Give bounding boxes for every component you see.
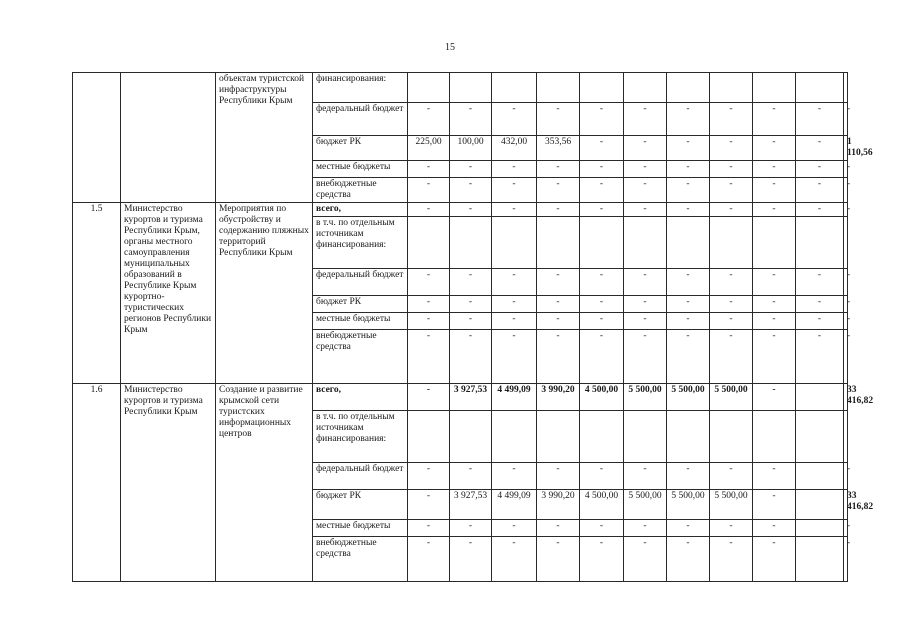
year-value-cell: 5 500,00 bbox=[624, 384, 667, 411]
year-value-cell: 5 500,00 bbox=[667, 384, 710, 411]
year-value-cell bbox=[710, 217, 753, 269]
activity-cell: Мероприятия по обустройству и содержанию пляжных территорий Республики Крым bbox=[216, 203, 313, 384]
year-value-cell: - bbox=[492, 463, 537, 490]
executor-cell bbox=[121, 73, 216, 203]
year-value-cell: - bbox=[450, 269, 492, 296]
item-number bbox=[73, 73, 121, 203]
year-value-cell: - bbox=[624, 537, 667, 582]
total-value-cell: - bbox=[844, 537, 848, 582]
year-value-cell: - bbox=[710, 463, 753, 490]
year-value-cell: - bbox=[408, 103, 450, 136]
year-value-cell: - bbox=[537, 313, 580, 330]
year-value-cell: - bbox=[624, 330, 667, 384]
total-value-cell: - bbox=[844, 520, 848, 537]
year-value-cell: - bbox=[580, 313, 624, 330]
funding-source-label: бюджет РК bbox=[313, 490, 408, 520]
year-value-cell: - bbox=[537, 520, 580, 537]
year-value-cell bbox=[796, 520, 844, 537]
year-value-cell: - bbox=[667, 103, 710, 136]
total-value-cell: - bbox=[844, 296, 848, 313]
total-value-cell: - bbox=[844, 330, 848, 384]
year-value-cell: - bbox=[710, 136, 753, 161]
year-value-cell: - bbox=[408, 203, 450, 217]
year-value-cell: - bbox=[492, 296, 537, 313]
funding-source-label: федеральный бюджет bbox=[313, 103, 408, 136]
year-value-cell: - bbox=[710, 203, 753, 217]
year-value-cell: - bbox=[624, 313, 667, 330]
total-value-cell: 33 416,82 bbox=[844, 384, 848, 411]
year-value-cell: - bbox=[796, 178, 844, 203]
year-value-cell bbox=[450, 73, 492, 103]
year-value-cell: - bbox=[710, 269, 753, 296]
year-value-cell: 4 500,00 bbox=[580, 490, 624, 520]
year-value-cell: - bbox=[710, 313, 753, 330]
funding-source-label: бюджет РК bbox=[313, 296, 408, 313]
year-value-cell: - bbox=[580, 520, 624, 537]
total-value-cell: - bbox=[844, 178, 848, 203]
year-value-cell: - bbox=[753, 537, 796, 582]
year-value-cell: - bbox=[492, 313, 537, 330]
year-value-cell: - bbox=[408, 313, 450, 330]
year-value-cell: 432,00 bbox=[492, 136, 537, 161]
year-value-cell: - bbox=[753, 269, 796, 296]
year-value-cell: - bbox=[624, 103, 667, 136]
year-value-cell: - bbox=[667, 136, 710, 161]
year-value-cell bbox=[408, 217, 450, 269]
year-value-cell: - bbox=[580, 161, 624, 178]
year-value-cell bbox=[408, 411, 450, 463]
year-value-cell: - bbox=[450, 330, 492, 384]
year-value-cell: - bbox=[408, 296, 450, 313]
year-value-cell: - bbox=[624, 520, 667, 537]
year-value-cell bbox=[580, 411, 624, 463]
year-value-cell: - bbox=[753, 136, 796, 161]
year-value-cell: - bbox=[450, 520, 492, 537]
year-value-cell: - bbox=[492, 203, 537, 217]
year-value-cell: - bbox=[492, 269, 537, 296]
year-value-cell: - bbox=[492, 330, 537, 384]
funding-source-label: внебюджетные средства bbox=[313, 178, 408, 203]
year-value-cell: - bbox=[580, 296, 624, 313]
year-value-cell: - bbox=[753, 178, 796, 203]
total-value-cell: - bbox=[844, 313, 848, 330]
year-value-cell bbox=[537, 217, 580, 269]
year-value-cell bbox=[753, 73, 796, 103]
total-value-cell: 33 416,82 bbox=[844, 490, 848, 520]
year-value-cell: - bbox=[753, 203, 796, 217]
total-value-cell: - bbox=[844, 203, 848, 217]
year-value-cell: 3 927,53 bbox=[450, 490, 492, 520]
year-value-cell: 4 499,09 bbox=[492, 490, 537, 520]
year-value-cell: - bbox=[667, 203, 710, 217]
table-row bbox=[73, 73, 848, 103]
funding-source-label: внебюджетные средства bbox=[313, 537, 408, 582]
year-value-cell: - bbox=[492, 161, 537, 178]
year-value-cell: - bbox=[753, 490, 796, 520]
year-value-cell: - bbox=[492, 537, 537, 582]
year-value-cell: - bbox=[408, 537, 450, 582]
year-value-cell: - bbox=[667, 296, 710, 313]
year-value-cell: - bbox=[710, 330, 753, 384]
year-value-cell: - bbox=[408, 330, 450, 384]
funding-source-label: местные бюджеты bbox=[313, 161, 408, 178]
year-value-cell: - bbox=[537, 537, 580, 582]
year-value-cell: - bbox=[796, 136, 844, 161]
year-value-cell: - bbox=[492, 103, 537, 136]
total-value-cell bbox=[844, 411, 848, 463]
item-number: 1.6 bbox=[73, 384, 121, 582]
year-value-cell: - bbox=[408, 161, 450, 178]
year-value-cell: - bbox=[624, 178, 667, 203]
year-value-cell bbox=[537, 73, 580, 103]
year-value-cell bbox=[624, 411, 667, 463]
year-value-cell: - bbox=[537, 463, 580, 490]
funding-source-label: в т.ч. по отдельным источникам финансирования: bbox=[313, 217, 408, 269]
year-value-cell bbox=[753, 217, 796, 269]
year-value-cell: 3 990,20 bbox=[537, 490, 580, 520]
year-value-cell: - bbox=[753, 296, 796, 313]
year-value-cell bbox=[796, 537, 844, 582]
year-value-cell: - bbox=[667, 313, 710, 330]
year-value-cell: 5 500,00 bbox=[710, 384, 753, 411]
year-value-cell: - bbox=[450, 103, 492, 136]
year-value-cell: - bbox=[580, 103, 624, 136]
funding-source-label: федеральный бюджет bbox=[313, 269, 408, 296]
year-value-cell: - bbox=[624, 463, 667, 490]
year-value-cell: - bbox=[624, 203, 667, 217]
year-value-cell: - bbox=[537, 330, 580, 384]
year-value-cell bbox=[624, 217, 667, 269]
year-value-cell: - bbox=[667, 161, 710, 178]
year-value-cell bbox=[580, 73, 624, 103]
year-value-cell bbox=[492, 217, 537, 269]
year-value-cell: - bbox=[667, 330, 710, 384]
year-value-cell: - bbox=[796, 269, 844, 296]
year-value-cell: - bbox=[710, 520, 753, 537]
year-value-cell: - bbox=[450, 178, 492, 203]
year-value-cell: - bbox=[710, 296, 753, 313]
total-value-cell: - bbox=[844, 103, 848, 136]
year-value-cell bbox=[492, 411, 537, 463]
funding-source-label: финансирования: bbox=[313, 73, 408, 103]
year-value-cell: - bbox=[580, 203, 624, 217]
year-value-cell bbox=[796, 73, 844, 103]
year-value-cell: - bbox=[710, 103, 753, 136]
year-value-cell: - bbox=[537, 203, 580, 217]
year-value-cell bbox=[450, 411, 492, 463]
funding-source-label: местные бюджеты bbox=[313, 313, 408, 330]
year-value-cell: - bbox=[537, 178, 580, 203]
funding-source-label: федеральный бюджет bbox=[313, 463, 408, 490]
total-value-cell bbox=[844, 73, 848, 103]
year-value-cell: - bbox=[450, 161, 492, 178]
year-value-cell bbox=[624, 73, 667, 103]
year-value-cell: - bbox=[667, 178, 710, 203]
year-value-cell: - bbox=[667, 537, 710, 582]
year-value-cell: 100,00 bbox=[450, 136, 492, 161]
year-value-cell: - bbox=[796, 296, 844, 313]
year-value-cell: 5 500,00 bbox=[667, 490, 710, 520]
year-value-cell: - bbox=[408, 269, 450, 296]
funding-source-label: всего, bbox=[313, 203, 408, 217]
total-value-cell bbox=[844, 217, 848, 269]
year-value-cell: 3 990,20 bbox=[537, 384, 580, 411]
funding-source-label: всего, bbox=[313, 384, 408, 411]
executor-cell: Министерство курортов и туризма Республики Крым bbox=[121, 384, 216, 582]
year-value-cell: - bbox=[753, 330, 796, 384]
year-value-cell bbox=[710, 73, 753, 103]
year-value-cell bbox=[667, 217, 710, 269]
table-row bbox=[73, 384, 848, 411]
year-value-cell: - bbox=[753, 463, 796, 490]
year-value-cell bbox=[796, 463, 844, 490]
year-value-cell: - bbox=[492, 520, 537, 537]
year-value-cell: - bbox=[796, 330, 844, 384]
year-value-cell: - bbox=[624, 269, 667, 296]
year-value-cell: - bbox=[796, 161, 844, 178]
total-value-cell: - bbox=[844, 463, 848, 490]
year-value-cell: - bbox=[796, 103, 844, 136]
year-value-cell: - bbox=[580, 269, 624, 296]
year-value-cell: - bbox=[450, 203, 492, 217]
year-value-cell: - bbox=[580, 463, 624, 490]
year-value-cell bbox=[667, 73, 710, 103]
year-value-cell: - bbox=[492, 178, 537, 203]
table-row bbox=[73, 203, 848, 217]
year-value-cell: - bbox=[450, 463, 492, 490]
year-value-cell: 225,00 bbox=[408, 136, 450, 161]
year-value-cell: 4 500,00 bbox=[580, 384, 624, 411]
funding-source-label: в т.ч. по отдельным источникам финансирования: bbox=[313, 411, 408, 463]
year-value-cell: - bbox=[580, 136, 624, 161]
total-value-cell: - bbox=[844, 269, 848, 296]
year-value-cell: - bbox=[537, 161, 580, 178]
activity-cell: объектам туристской инфраструктуры Республики Крым bbox=[216, 73, 313, 203]
year-value-cell: - bbox=[710, 537, 753, 582]
year-value-cell: - bbox=[537, 103, 580, 136]
year-value-cell: - bbox=[667, 269, 710, 296]
year-value-cell: - bbox=[624, 296, 667, 313]
year-value-cell bbox=[753, 411, 796, 463]
funding-source-label: местные бюджеты bbox=[313, 520, 408, 537]
year-value-cell: - bbox=[408, 520, 450, 537]
year-value-cell: - bbox=[450, 537, 492, 582]
funding-table bbox=[72, 72, 874, 582]
funding-source-label: бюджет РК bbox=[313, 136, 408, 161]
year-value-cell: 4 499,09 bbox=[492, 384, 537, 411]
total-value-cell: - bbox=[844, 161, 848, 178]
year-value-cell: - bbox=[624, 161, 667, 178]
year-value-cell: - bbox=[667, 463, 710, 490]
year-value-cell: - bbox=[408, 463, 450, 490]
year-value-cell: - bbox=[408, 490, 450, 520]
year-value-cell: - bbox=[753, 161, 796, 178]
year-value-cell: - bbox=[624, 136, 667, 161]
year-value-cell: - bbox=[408, 384, 450, 411]
year-value-cell: - bbox=[450, 296, 492, 313]
year-value-cell: - bbox=[408, 178, 450, 203]
activity-cell: Создание и развитие крымской сети туристских информационных центров bbox=[216, 384, 313, 582]
year-value-cell: - bbox=[667, 520, 710, 537]
year-value-cell: - bbox=[450, 313, 492, 330]
year-value-cell: - bbox=[753, 103, 796, 136]
year-value-cell: 3 927,53 bbox=[450, 384, 492, 411]
year-value-cell: - bbox=[537, 296, 580, 313]
year-value-cell: - bbox=[710, 178, 753, 203]
year-value-cell bbox=[537, 411, 580, 463]
year-value-cell bbox=[796, 217, 844, 269]
year-value-cell: - bbox=[580, 178, 624, 203]
year-value-cell bbox=[796, 384, 844, 411]
page-number: 15 bbox=[445, 42, 455, 53]
year-value-cell: - bbox=[796, 203, 844, 217]
year-value-cell bbox=[450, 217, 492, 269]
year-value-cell: 5 500,00 bbox=[710, 490, 753, 520]
year-value-cell: - bbox=[753, 520, 796, 537]
year-value-cell bbox=[667, 411, 710, 463]
executor-cell: Министерство курортов и туризма Республики Крым, органы местного самоуправления муниципальных образований в Республике Крым курортно-туристических регионов Республики Крым bbox=[121, 203, 216, 384]
year-value-cell: 5 500,00 bbox=[624, 490, 667, 520]
year-value-cell bbox=[796, 490, 844, 520]
year-value-cell: - bbox=[537, 269, 580, 296]
year-value-cell bbox=[796, 411, 844, 463]
year-value-cell bbox=[492, 73, 537, 103]
year-value-cell: 353,56 bbox=[537, 136, 580, 161]
total-value-cell: 1 110,56 bbox=[844, 136, 848, 161]
year-value-cell: - bbox=[580, 537, 624, 582]
year-value-cell: - bbox=[753, 313, 796, 330]
year-value-cell: - bbox=[796, 313, 844, 330]
year-value-cell bbox=[408, 73, 450, 103]
year-value-cell: - bbox=[580, 330, 624, 384]
year-value-cell bbox=[580, 217, 624, 269]
funding-source-label: внебюджетные средства bbox=[313, 330, 408, 384]
year-value-cell: - bbox=[710, 161, 753, 178]
year-value-cell bbox=[710, 411, 753, 463]
year-value-cell: - bbox=[753, 384, 796, 411]
item-number: 1.5 bbox=[73, 203, 121, 384]
